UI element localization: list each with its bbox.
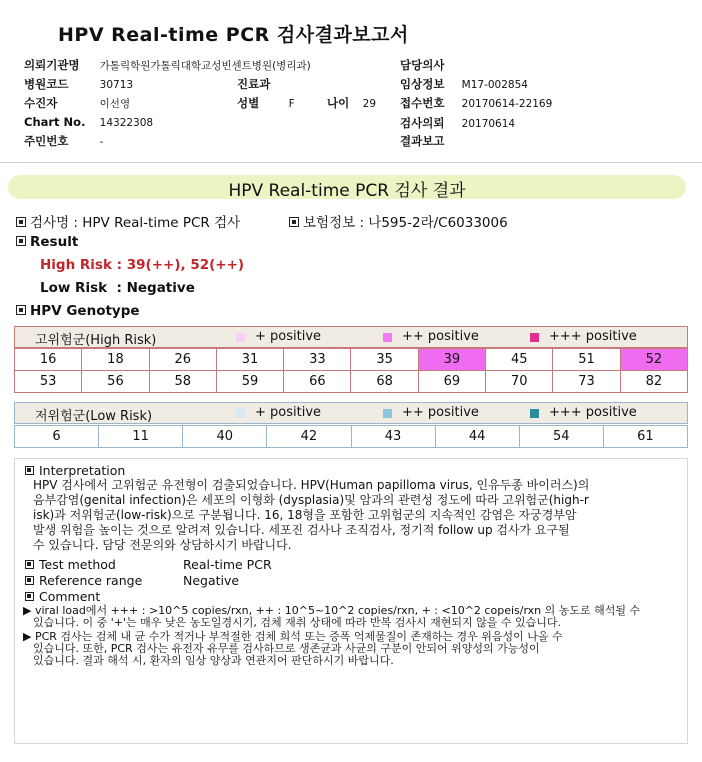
genotype-cell-43: 43 <box>351 426 435 448</box>
header-divider <box>0 162 702 163</box>
header-row-chart-no <box>24 115 153 129</box>
low-risk-title: 저위험군(Low Risk) <box>35 409 153 424</box>
header-value: - <box>99 136 104 148</box>
bullet-square-icon <box>16 305 26 315</box>
legend-plus-label: + positive <box>255 329 322 344</box>
high-risk-genotype-table <box>14 348 688 393</box>
header-row-clinical-info: 임상정보 M17-002854 <box>400 77 528 91</box>
low-risk-genotype-table <box>14 425 688 448</box>
comment-text: ▶ viral load에서 +++ : >10^5 copies/rxn, ++ : 10^5~10^2 copies/rxn, + : <10^2 copeis/rxn 의 농도로 해석될 수 있습니다. 이 중 '+'는 매우 낮은 농도일경시기, 검체 재취 상태에 따라 반복 검사시 재현되지 않을 수 있습니다. ▶ PCR 검사는 검체 내 균 수가 적거나 부적절한 검체 희석 또는 증폭 억제물질이 존재하는 경우 위음성이 나올 수 있습니다. 또한, PCR 검사는 유전자 유무를 검사하므로 생존균과 사균의 구분이 안되어 위양성의 가능성이 있습니다. 결과 해석 시, 환자의 임상 양상과 연관지어 판단하시기 바랍니다. <box>23 604 641 667</box>
genotype-cell-61: 61 <box>603 426 687 448</box>
genotype-cell-39: 39 <box>418 349 485 371</box>
header-value: 30713 <box>99 79 134 91</box>
genotype-cell-69: 69 <box>418 371 485 393</box>
genotype-cell-51: 51 <box>553 349 620 371</box>
interpretation-heading: Interpretation <box>25 463 125 478</box>
header-row-request-date: 검사의뢰 20170614 <box>400 116 516 130</box>
interpretation-panel <box>14 458 688 744</box>
bullet-square-icon <box>16 217 26 227</box>
legend-plusplusplus-label: +++ positive <box>549 329 637 344</box>
genotype-row <box>15 426 688 448</box>
legend-plus-label: + positive <box>255 405 322 420</box>
high-risk-result: High Risk : 39(++), 52(++) <box>40 257 245 273</box>
legend-plusplus-swatch <box>383 333 392 342</box>
test-method-label: Test method <box>25 557 116 572</box>
genotype-cell-31: 31 <box>216 349 283 371</box>
genotype-cell-45: 45 <box>486 349 553 371</box>
comment-heading: Comment <box>25 589 100 604</box>
legend-plusplusplus-label: +++ positive <box>549 405 637 420</box>
header-dept: 진료과 <box>237 77 271 91</box>
legend-plusplus-label: ++ positive <box>402 405 479 420</box>
bullet-square-icon <box>25 560 34 569</box>
genotype-cell-66: 66 <box>284 371 351 393</box>
genotype-cell-58: 58 <box>149 371 216 393</box>
bullet-square-icon <box>25 466 34 475</box>
header-label: 병원코드 <box>24 77 69 91</box>
header-row-patient <box>24 95 130 111</box>
header-row-institution <box>24 57 311 73</box>
header-row-report: 결과보고 <box>400 134 445 148</box>
insurance-line: 보험정보 : 나595-2라/C6033006 <box>289 211 508 231</box>
header-label: 의뢰기관명 <box>24 58 80 72</box>
genotype-cell-53: 53 <box>15 371 82 393</box>
genotype-cell-44: 44 <box>435 426 519 448</box>
genotype-cell-16: 16 <box>15 349 82 371</box>
bullet-square-icon <box>25 592 34 601</box>
banner-title: HPV Real-time PCR 검사 결과 <box>228 181 466 201</box>
header-value: 가톨릭학원가톨릭대학교성빈센트병원(병리과) <box>99 60 311 72</box>
legend-plusplus-swatch <box>383 409 392 418</box>
genotype-cell-18: 18 <box>82 349 149 371</box>
genotype-cell-54: 54 <box>519 426 603 448</box>
bullet-square-icon <box>25 576 34 585</box>
header-label: 주민번호 <box>24 134 69 148</box>
genotype-cell-73: 73 <box>553 371 620 393</box>
low-risk-result: Low Risk : Negative <box>40 280 195 296</box>
header-value: 이선영 <box>99 98 131 110</box>
high-risk-title: 고위험군(High Risk) <box>35 333 157 348</box>
header-row-doctor: 담당의사 <box>400 58 445 72</box>
genotype-cell-33: 33 <box>284 349 351 371</box>
bullet-square-icon <box>16 236 26 246</box>
result-banner <box>8 175 686 199</box>
genotype-cell-42: 42 <box>267 426 351 448</box>
header-label: Chart No. <box>24 115 86 129</box>
header-label: 수진자 <box>24 96 58 110</box>
report-title: HPV Real-time PCR 검사결과보고서 <box>58 24 409 46</box>
reference-range-value: Negative <box>183 573 240 588</box>
legend-plus-swatch <box>236 409 245 418</box>
genotype-cell-40: 40 <box>183 426 267 448</box>
bullet-square-icon <box>289 217 299 227</box>
legend-plusplus-label: ++ positive <box>402 329 479 344</box>
genotype-row <box>15 349 688 371</box>
genotype-cell-82: 82 <box>620 371 687 393</box>
genotype-row <box>15 371 688 393</box>
genotype-cell-35: 35 <box>351 349 418 371</box>
genotype-heading: HPV Genotype <box>16 303 140 319</box>
test-name-line: 검사명 : HPV Real-time PCR 검사 <box>16 211 240 231</box>
header-row-resident-no <box>24 133 103 149</box>
genotype-cell-70: 70 <box>486 371 553 393</box>
reference-range-label: Reference range <box>25 573 142 588</box>
high-risk-header <box>14 326 688 348</box>
header-row-hospital-code <box>24 76 133 92</box>
test-method-value: Real-time PCR <box>183 557 272 572</box>
header-age: 나이 29 <box>327 96 377 110</box>
result-heading: Result <box>16 234 78 250</box>
genotype-cell-56: 56 <box>82 371 149 393</box>
legend-plusplusplus-swatch <box>530 409 539 418</box>
header-row-receipt-no: 접수번호 20170614-22169 <box>400 96 553 110</box>
legend-plus-swatch <box>236 333 245 342</box>
interpretation-text: HPV 검사에서 고위험군 유전형이 검출되었습니다. HPV(Human papilloma virus, 인유두종 바이러스)의 음부감염(genital infection)은 세포의 이형화 (dysplasia)및 암과의 관련성 정도에 따라 고위험군(high-r isk)과 저위험군(low-risk)으로 구분됩니다. 16, 18형을 포함한 고위험군의 지속적인 감염은 자궁경부암 발생 위험을 높이는 것으로 알려져 있습니다. 세포진 검사나 조직검사, 정기적 follow up 검사가 요구될 수 있습니다. 담당 전문의와 상담하시기 바랍니다. <box>33 478 590 552</box>
genotype-cell-11: 11 <box>99 426 183 448</box>
low-risk-header <box>14 402 688 424</box>
genotype-cell-52: 52 <box>620 349 687 371</box>
legend-plusplusplus-swatch <box>530 333 539 342</box>
header-sex: 성별 F <box>237 96 295 110</box>
genotype-cell-26: 26 <box>149 349 216 371</box>
header-value: 14322308 <box>99 117 154 129</box>
genotype-cell-6: 6 <box>15 426 99 448</box>
genotype-cell-59: 59 <box>216 371 283 393</box>
genotype-cell-68: 68 <box>351 371 418 393</box>
